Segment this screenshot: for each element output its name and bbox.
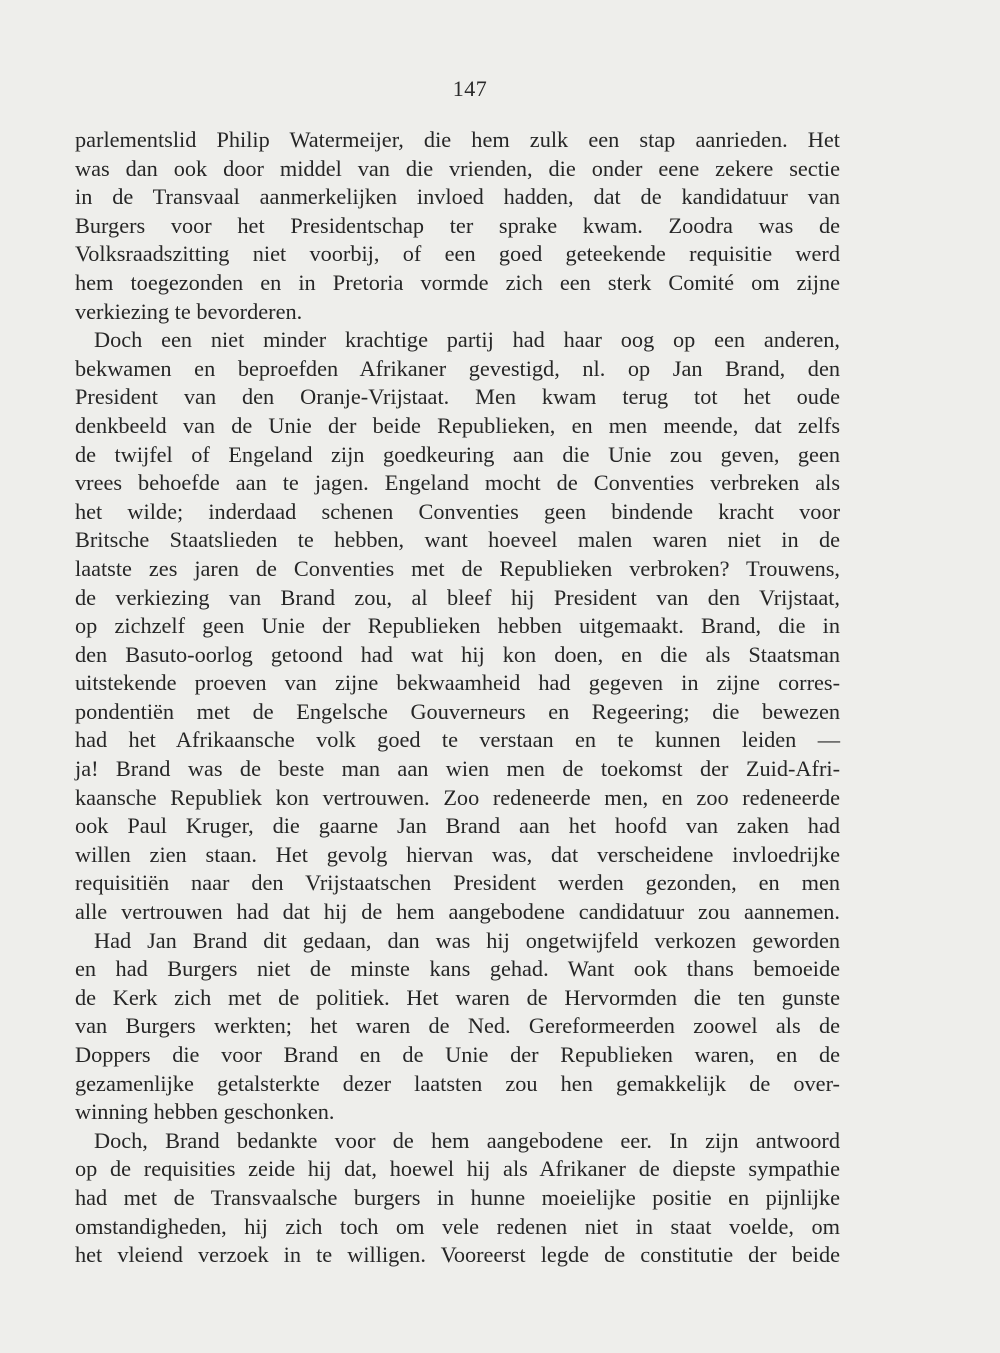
text-line: en had Burgers niet de minste kans gehad. Want ook thans bemoeide [75, 956, 840, 982]
text-line: laatste zes jaren de Conventies met de Republieken verbroken? Trouwens, [75, 555, 840, 581]
text-line: op de requisities zeide hij dat, hoewel hij als Afrikaner de diepste sympathie [75, 1156, 840, 1182]
text-line: de verkiezing van Brand zou, al bleef hij President van den Vrijstaat, [75, 584, 840, 610]
page-number: 147 [452, 76, 488, 101]
text-line: de Kerk zich met de politiek. Het waren de Hervormden die ten gunste [75, 984, 840, 1010]
text-line: de twijfel of Engeland zijn goedkeuring aan die Unie zou geven, geen [75, 441, 840, 467]
text-line: ja! Brand was de beste man aan wien men de toekomst der Zuid-Afri- [75, 756, 840, 782]
text-line: had het Afrikaansche volk goed te verstaan en te kunnen leiden — [75, 727, 840, 753]
text-line: Doppers die voor Brand en de Unie der Republieken waren, en de [75, 1042, 840, 1067]
text-line: verkiezing te bevorderen. [75, 298, 303, 324]
text-line: Had Jan Brand dit gedaan, dan was hij ongetwijfeld verkozen geworden [94, 927, 840, 953]
text-line: hem toegezonden en in Pretoria vormde zich een sterk Comité om zijne [75, 269, 840, 295]
text-line: bekwamen en beproefden Afrikaner gevestigd, nl. op Jan Brand, den [75, 355, 840, 381]
text-line: Doch een niet minder krachtige partij had haar oog op een anderen, [94, 327, 840, 353]
text-line: vrees behoefde aan te jagen. Engeland mocht de Conventies verbreken als [75, 470, 840, 496]
text-line: van Burgers werkten; het waren de Ned. Gereformeerden zoowel als de [75, 1013, 840, 1039]
text-line: gezamenlijke getalsterkte dezer laatsten zou hen gemakkelijk de over- [75, 1070, 840, 1096]
text-line: was dan ook door middel van die vrienden, die onder eene zekere sectie [75, 155, 840, 181]
body-text [75, 126, 840, 1270]
text-line: had met de Transvaalsche burgers in hunne moeielijke positie en pijnlijke [75, 1184, 840, 1210]
text-line: het vleiend verzoek in te willigen. Vooreerst legde de constitutie der beide [75, 1242, 840, 1268]
text-line: het wilde; inderdaad schenen Conventies geen bindende kracht voor [75, 498, 840, 524]
text-line: parlementslid Philip Watermeijer, die hem zulk een stap aanrieden. Het [75, 127, 840, 152]
text-line: ook Paul Kruger, die gaarne Jan Brand aan het hoofd van zaken had [75, 813, 840, 839]
text-line: Britsche Staatslieden te hebben, want hoeveel malen waren niet in de [75, 527, 840, 553]
text-line: pondentiën met de Engelsche Gouverneurs en Regeering; die bewezen [75, 698, 840, 724]
text-line: denkbeeld van de Unie der beide Republieken, en men meende, dat zelfs [75, 412, 840, 438]
text-line: alle vertrouwen had dat hij de hem aangebodene candidatuur zou aannemen. [75, 899, 840, 925]
text-line: den Basuto-oorlog getoond had wat hij kon doen, en die als Staatsman [75, 641, 840, 667]
text-line: op zichzelf geen Unie der Republieken hebben uitgemaakt. Brand, die in [75, 613, 840, 639]
text-line: uitstekende proeven van zijne bekwaamheid had gegeven in zijne corres- [75, 670, 840, 696]
text-line: requisitiën naar den Vrijstaatschen President werden gezonden, en men [75, 870, 840, 896]
text-line: Burgers voor het Presidentschap ter sprake kwam. Zoodra was de [75, 212, 840, 238]
text-line: Doch, Brand bedankte voor de hem aangebodene eer. In zijn antwoord [94, 1127, 840, 1153]
text-line: in de Transvaal aanmerkelijken invloed hadden, dat de kandidatuur van [75, 184, 840, 210]
text-line: winning hebben geschonken. [75, 1099, 335, 1125]
text-line: willen zien staan. Het gevolg hiervan was, dat verscheidene invloedrijke [75, 841, 840, 867]
text-line: President van den Oranje-Vrijstaat. Men kwam terug tot het oude [75, 384, 840, 410]
text-line: Volksraadszitting niet voorbij, of een goed geteekende requisitie werd [75, 241, 840, 267]
text-line: kaansche Republiek kon vertrouwen. Zoo redeneerde men, en zoo redeneerde [75, 784, 840, 810]
text-line: omstandigheden, hij zich toch om vele redenen niet in staat voelde, om [75, 1213, 840, 1239]
